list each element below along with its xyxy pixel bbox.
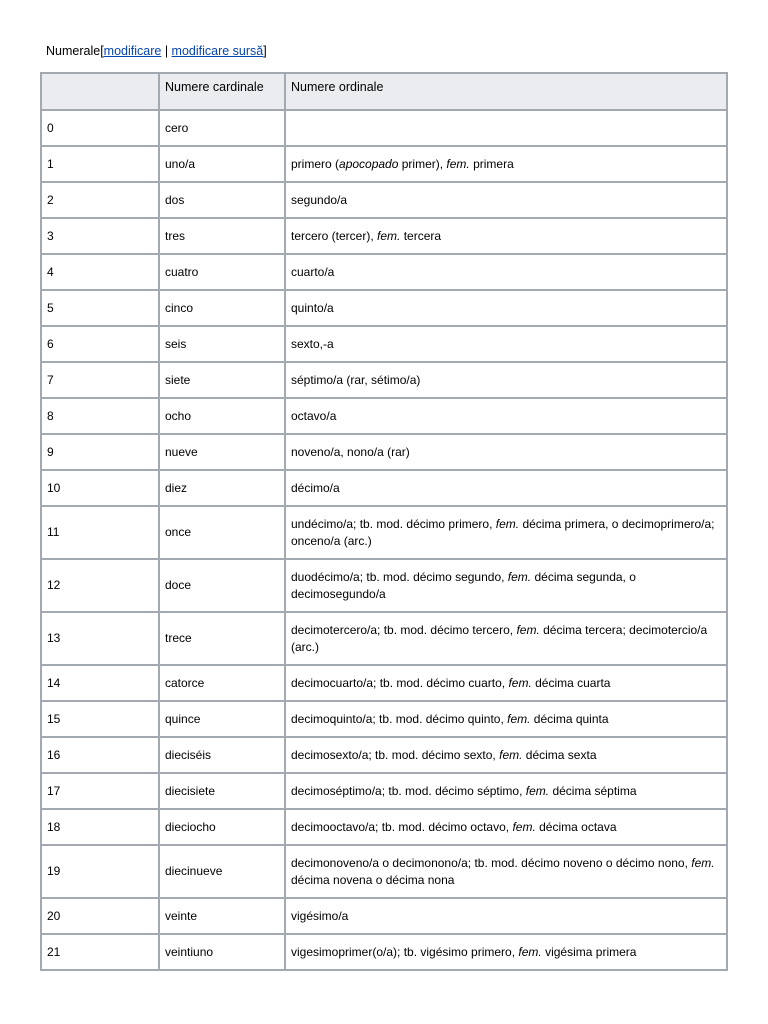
ordinal-text: sexto,-a [291, 336, 334, 351]
cell-ordinal [285, 934, 727, 970]
table-row [41, 809, 727, 845]
cell-cardinal: dieciocho [159, 809, 285, 845]
cell-cardinal: cuatro [159, 254, 285, 290]
table-row [41, 737, 727, 773]
cell-ordinal [285, 737, 727, 773]
ordinal-italic-text: fem. [507, 711, 531, 726]
ordinal-text: vigesimoprimer(o/a); tb. vigésimo primero, [291, 944, 519, 959]
open-bracket: [ [100, 44, 104, 58]
cell-number: 6 [41, 326, 159, 362]
cell-ordinal [285, 773, 727, 809]
cell-number: 19 [41, 845, 159, 898]
ordinal-italic-text: fem. [518, 944, 542, 959]
ordinal-italic-text: fem. [691, 855, 715, 870]
cell-number: 14 [41, 665, 159, 701]
ordinal-italic-text: fem. [499, 747, 523, 762]
edit-link[interactable]: modificare [103, 44, 162, 58]
ordinal-text: decimosexto/a; tb. mod. décimo sexto, [291, 747, 500, 762]
ordinal-text: décima novena o décima nona [291, 872, 455, 887]
cell-cardinal: nueve [159, 434, 285, 470]
ordinal-italic-text: fem. [377, 228, 401, 243]
table-row [41, 218, 727, 254]
cell-number: 10 [41, 470, 159, 506]
cell-ordinal [285, 362, 727, 398]
ordinal-text: cuarto/a [291, 264, 335, 279]
close-bracket: ] [263, 44, 267, 58]
cell-ordinal [285, 218, 727, 254]
cell-cardinal: dos [159, 182, 285, 218]
ordinal-text: décima cuarta [531, 675, 611, 690]
cell-number: 8 [41, 398, 159, 434]
cell-ordinal [285, 470, 727, 506]
table-row [41, 845, 727, 898]
cell-number: 1 [41, 146, 159, 182]
section-heading [46, 43, 267, 59]
cell-ordinal [285, 326, 727, 362]
cell-number: 0 [41, 110, 159, 146]
cell-cardinal: dieciséis [159, 737, 285, 773]
table-row [41, 290, 727, 326]
cell-number: 18 [41, 809, 159, 845]
ordinal-text: decimocuarto/a; tb. mod. décimo cuarto, [291, 675, 509, 690]
header-ordinal: Numere ordinale [285, 73, 727, 110]
ordinal-text: decimooctavo/a; tb. mod. décimo octavo, [291, 819, 513, 834]
cell-cardinal: quince [159, 701, 285, 737]
cell-number: 12 [41, 559, 159, 612]
cell-ordinal [285, 559, 727, 612]
ordinal-text: décima octava [535, 819, 617, 834]
ordinal-italic-text: fem. [516, 622, 540, 637]
link-separator: | [161, 44, 172, 58]
cell-cardinal: once [159, 506, 285, 559]
table-row [41, 362, 727, 398]
table-row [41, 398, 727, 434]
cell-number: 4 [41, 254, 159, 290]
ordinal-text: octavo/a [291, 408, 337, 423]
cell-ordinal [285, 665, 727, 701]
ordinal-text: décima segunda, o decimosegundo/a [291, 569, 636, 601]
table-row [41, 182, 727, 218]
ordinal-text: tercero (tercer), [291, 228, 378, 243]
table-row [41, 506, 727, 559]
cell-ordinal [285, 290, 727, 326]
header-number [41, 73, 159, 110]
cell-cardinal: catorce [159, 665, 285, 701]
cell-number: 17 [41, 773, 159, 809]
cell-number: 2 [41, 182, 159, 218]
cell-cardinal: uno/a [159, 146, 285, 182]
table-row [41, 326, 727, 362]
cell-ordinal [285, 434, 727, 470]
ordinal-italic-text: fem. [446, 156, 470, 171]
ordinal-text: vigésimo/a [291, 908, 349, 923]
edit-source-link[interactable]: modificare sursă [171, 44, 264, 58]
ordinal-text: décima sexta [522, 747, 597, 762]
ordinal-text: primera [469, 156, 514, 171]
ordinal-italic-text: apocopado [339, 156, 399, 171]
cell-ordinal [285, 809, 727, 845]
cell-number: 21 [41, 934, 159, 970]
cell-cardinal: diecisiete [159, 773, 285, 809]
cell-ordinal [285, 845, 727, 898]
ordinal-text: undécimo/a; tb. mod. décimo primero, [291, 516, 496, 531]
cell-cardinal: diez [159, 470, 285, 506]
table-row [41, 434, 727, 470]
table-row [41, 612, 727, 665]
cell-cardinal: trece [159, 612, 285, 665]
header-cardinal: Numere cardinale [159, 73, 285, 110]
section-title: Numerale [46, 44, 101, 58]
cell-ordinal [285, 612, 727, 665]
cell-ordinal [285, 146, 727, 182]
table-row [41, 146, 727, 182]
ordinal-text: decimonoveno/a o decimonono/a; tb. mod. décimo noveno o décimo nono, [291, 855, 692, 870]
cell-number: 15 [41, 701, 159, 737]
cell-ordinal [285, 898, 727, 934]
ordinal-text: vigésima primera [541, 944, 637, 959]
ordinal-text: décima tercera; decimotercio/a (arc.) [291, 622, 708, 654]
cell-cardinal: veintiuno [159, 934, 285, 970]
cell-cardinal: siete [159, 362, 285, 398]
cell-number: 5 [41, 290, 159, 326]
cell-ordinal [285, 182, 727, 218]
ordinal-italic-text: fem. [512, 819, 536, 834]
ordinal-text: decimoquinto/a; tb. mod. décimo quinto, [291, 711, 508, 726]
table-row [41, 470, 727, 506]
cell-cardinal: cero [159, 110, 285, 146]
cell-cardinal: tres [159, 218, 285, 254]
ordinal-text: duodécimo/a; tb. mod. décimo segundo, [291, 569, 508, 584]
cell-cardinal: doce [159, 559, 285, 612]
ordinal-text: tercera [400, 228, 442, 243]
ordinal-text: quinto/a [291, 300, 334, 315]
ordinal-text: décimo/a [291, 480, 340, 495]
table-row [41, 934, 727, 970]
ordinal-text: segundo/a [291, 192, 348, 207]
cell-cardinal: diecinueve [159, 845, 285, 898]
cell-ordinal [285, 398, 727, 434]
cell-ordinal [285, 701, 727, 737]
cell-cardinal: ocho [159, 398, 285, 434]
cell-cardinal: seis [159, 326, 285, 362]
cell-ordinal [285, 110, 727, 146]
ordinal-text: decimotercero/a; tb. mod. décimo tercero, [291, 622, 517, 637]
cell-number: 11 [41, 506, 159, 559]
ordinal-text: decimoséptimo/a; tb. mod. décimo séptimo, [291, 783, 526, 798]
cell-cardinal: veinte [159, 898, 285, 934]
table-row [41, 559, 727, 612]
table-row [41, 701, 727, 737]
ordinal-text: primero ( [291, 156, 340, 171]
ordinal-text: décima quinta [530, 711, 609, 726]
cell-cardinal: cinco [159, 290, 285, 326]
cell-ordinal [285, 506, 727, 559]
cell-number: 3 [41, 218, 159, 254]
table-row [41, 110, 727, 146]
ordinal-text: décima séptima [549, 783, 637, 798]
numerals-table [40, 72, 728, 971]
ordinal-italic-text: fem. [507, 569, 532, 584]
ordinal-italic-text: fem. [508, 675, 532, 690]
table-row [41, 898, 727, 934]
cell-ordinal [285, 254, 727, 290]
cell-number: 13 [41, 612, 159, 665]
ordinal-text: décima primera, o decimoprimero/a; onceno/a (arc.) [291, 516, 715, 548]
cell-number: 20 [41, 898, 159, 934]
ordinal-italic-text: fem. [525, 783, 550, 798]
cell-number: 16 [41, 737, 159, 773]
ordinal-text: primer), [398, 156, 447, 171]
cell-number: 7 [41, 362, 159, 398]
ordinal-text: noveno/a, nono/a (rar) [291, 444, 410, 459]
table-row [41, 254, 727, 290]
ordinal-italic-text: fem. [495, 516, 520, 531]
table-row [41, 665, 727, 701]
ordinal-text: séptimo/a (rar, sétimo/a) [291, 372, 421, 387]
cell-number: 9 [41, 434, 159, 470]
table-row [41, 773, 727, 809]
table-header-row [41, 73, 727, 110]
